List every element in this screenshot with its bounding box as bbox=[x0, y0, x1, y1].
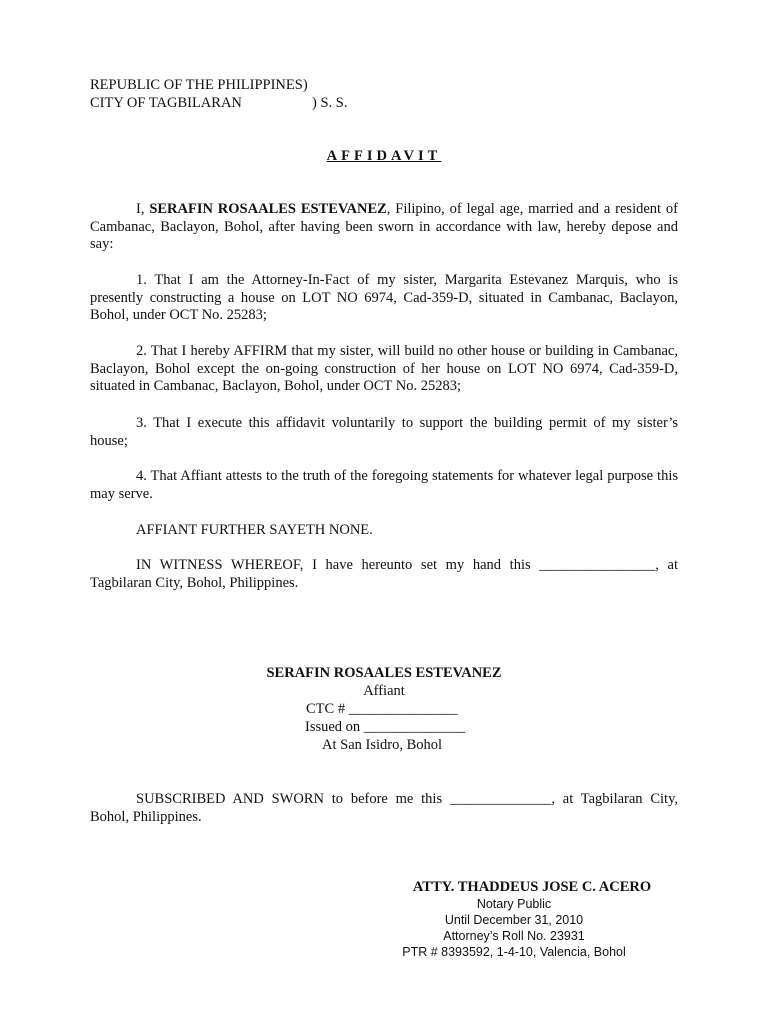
intro-name: SERAFIN ROSAALES ESTEVANEZ bbox=[149, 201, 387, 217]
subscribed-paragraph: SUBSCRIBED AND SWORN to before me this ______________, at Tagbilaran City, Bohol, Philippines. bbox=[90, 791, 678, 825]
affiant-issued: Issued on ______________ bbox=[305, 719, 466, 735]
notary-title: Notary Public bbox=[476, 897, 552, 911]
witness-paragraph: IN WITNESS WHEREOF, I have hereunto set my hand this ________________, at Tagbilaran City, Bohol, Philippines. bbox=[90, 557, 678, 591]
paragraph-1: 1. That I am the Attorney-In-Fact of my sister, Margarita Estevanez Marquis, who is presently constructing a house on LOT NO 6974, Cad-359-D, situated in Cambanac, Baclayon, Bohol, under OCT No. 25283; bbox=[90, 272, 678, 323]
notary-until: Until December 31, 2010 bbox=[444, 913, 584, 927]
intro-post: , Filipino, of legal age, married and a resident of Cambanac, Baclayon, Bohol, after having been sworn in accordance with law, hereby depose and say: bbox=[90, 201, 678, 252]
intro-paragraph bbox=[90, 201, 678, 254]
header-ss: ) S. S. bbox=[312, 95, 348, 111]
affiant-role: Affiant bbox=[363, 683, 405, 699]
paragraph-4: 4. That Affiant attests to the truth of the foregoing statements for whatever legal purpose this may serve. bbox=[90, 468, 678, 502]
intro-pre: I, bbox=[136, 201, 150, 217]
affiant-name: SERAFIN ROSAALES ESTEVANEZ bbox=[266, 665, 502, 681]
paragraph-3: 3. That I execute this affidavit voluntarily to support the building permit of my sister’s house; bbox=[90, 415, 678, 449]
notary-name: ATTY. THADDEUS JOSE C. ACERO bbox=[412, 879, 652, 895]
affiant-place: At San Isidro, Bohol bbox=[322, 737, 443, 753]
further-sayeth: AFFIANT FURTHER SAYETH NONE. bbox=[136, 522, 373, 538]
notary-roll: Attorney’s Roll No. 23931 bbox=[443, 929, 585, 943]
paragraph-2: 2. That I hereby AFFIRM that my sister, will build no other house or building in Cambanac, Baclayon, Bohol except the on-going construction of her house on LOT NO 6974, Cad-359-D, situated in Cambanac, Baclayon, Bohol, under OCT No. 25283; bbox=[90, 343, 678, 394]
header-city: CITY OF TAGBILARAN bbox=[90, 95, 242, 111]
notary-ptr: PTR # 8393592, 1-4-10, Valencia, Bohol bbox=[402, 945, 626, 959]
header-republic: REPUBLIC OF THE PHILIPPINES) bbox=[90, 77, 308, 93]
affiant-ctc: CTC # _______________ bbox=[306, 701, 458, 717]
document-title: AFFIDAVIT bbox=[326, 148, 442, 164]
